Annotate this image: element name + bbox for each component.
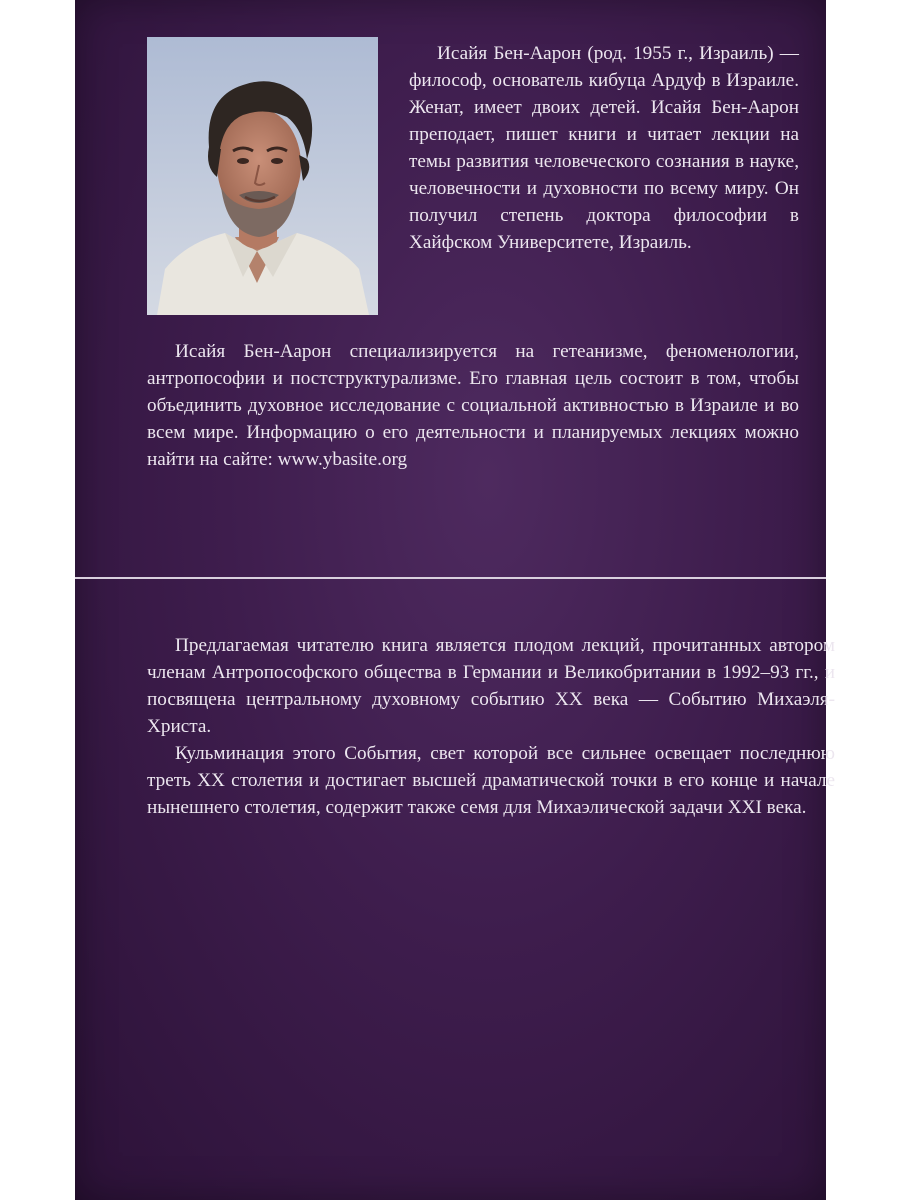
- author-bio-specialization: [147, 338, 799, 473]
- author-photo: [147, 37, 378, 315]
- author-portrait-icon: [147, 37, 378, 315]
- book-annotation-paragraph-1: Предлагаемая читателю книга является плодом лекций, прочитанных автором членам Антропософского общества в Германии и Великобритании в 1992–93 гг., и посвящена центральному духовному событию XX века — Событию Михаэля-Христа.: [147, 635, 835, 737]
- author-bio-specialization-text: Исайя Бен-Аарон специализируется на гетеанизме, феноменологии, антропософии и постструктурализме. Его главная цель состоит в том, чтобы объединить духовное исследование с социальной активностью в Израиле и во всем мире. Информацию о его деятельности и планируемых лекциях можно найти на сайте: www.ybasite.org: [147, 341, 799, 470]
- author-bio-intro-text: Исайя Бен-Аарон (род. 1955 г., Израиль) — философ, основатель кибуца Ардуф в Израиле. Женат, имеет двоих детей. Исайя Бен-Аарон преподает, пишет книги и читает лекции на темы развития человеческого сознания в науке, человечности и духовности по всему миру. Он получил степень доктора философии в Хайфском Университете, Израиль.: [409, 43, 799, 253]
- section-divider: [75, 577, 826, 579]
- book-annotation: [147, 632, 835, 821]
- book-annotation-paragraph-2: Кульминация этого События, свет которой все сильнее освещает последнюю треть XX столетия и достигает высшей драматической точки в его конце и начале нынешнего столетия, содержит также семя для Михаэлической задачи XXI века.: [147, 743, 835, 818]
- book-back-cover: [75, 0, 835, 1200]
- author-bio-intro: [409, 40, 799, 256]
